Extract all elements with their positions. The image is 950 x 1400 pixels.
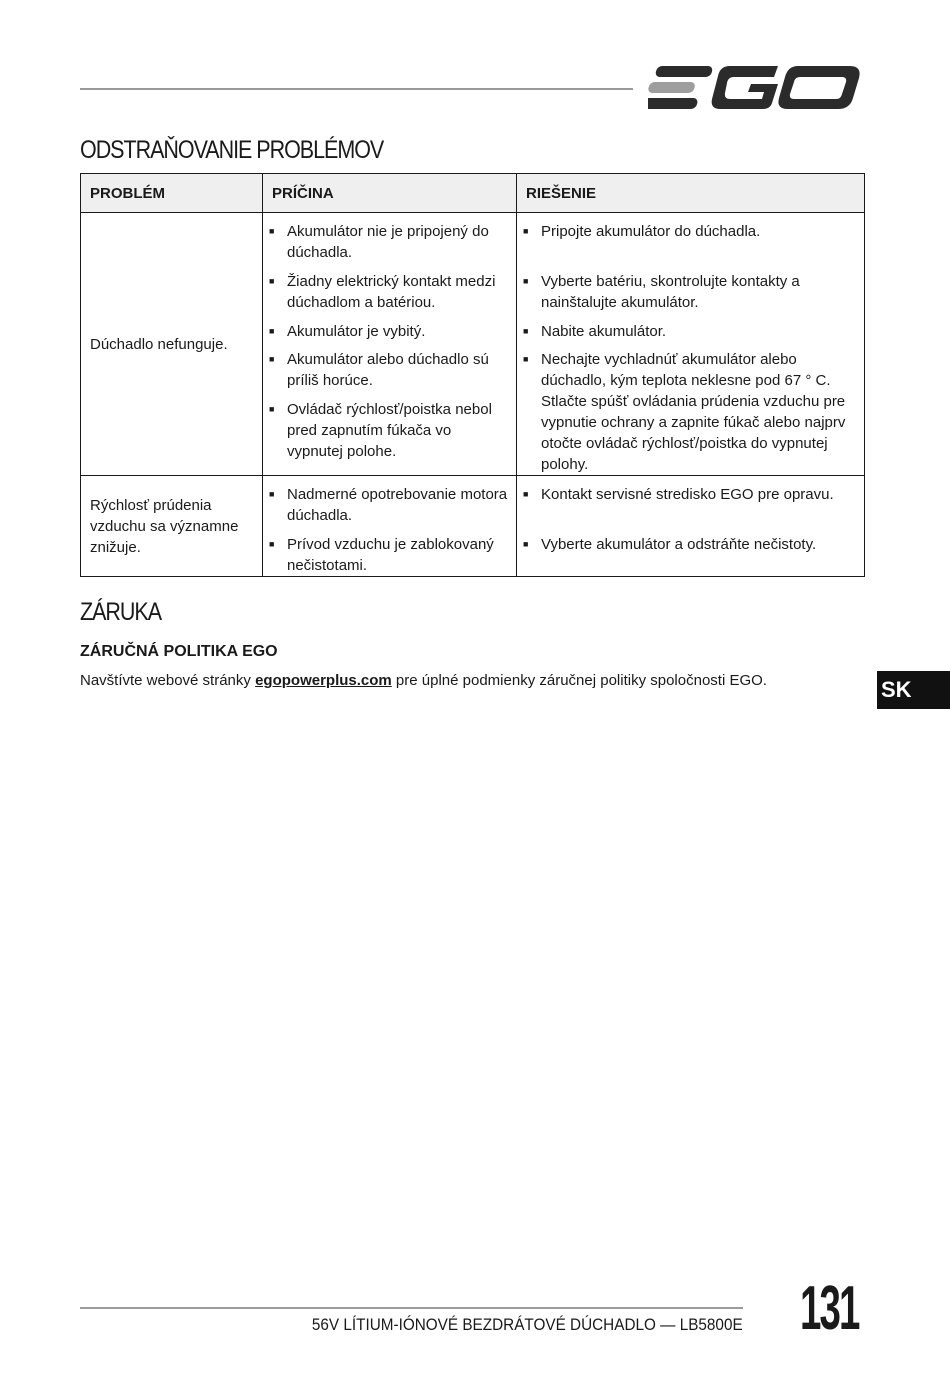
list-item: ■ Nabite akumulátor. [523, 323, 667, 340]
footer-product-title: 56V LÍTIUM-IÓNOVÉ BEZDRÁTOVÉ DÚCHADLO — LB5800E [312, 1315, 743, 1334]
solution-cell [517, 213, 865, 476]
bullet-square-icon: ■ [523, 354, 529, 364]
warranty-text-after: pre úplné podmienky záručnej politiky spoločnosti EGO. [391, 672, 767, 689]
bullet-square-icon: ■ [523, 489, 529, 499]
warranty-title: ZÁRUKA [80, 598, 162, 626]
table-row [81, 213, 865, 476]
cause-cell [263, 476, 517, 577]
bullet-square-icon: ■ [269, 404, 275, 414]
solution-cell [517, 476, 865, 577]
column-header-solution: RIEŠENIE [517, 174, 865, 213]
list-item: ■ Vyberte batériu, skontrolujte kontakty a nainštalujte akumulátor. [523, 273, 800, 311]
warranty-link[interactable]: egopowerplus.com [255, 672, 392, 689]
bullet-square-icon: ■ [269, 354, 275, 364]
header-rule [80, 88, 633, 90]
bullet-square-icon: ■ [523, 226, 529, 236]
bullet-square-icon: ■ [269, 226, 275, 236]
list-item: ■ Akumulátor je vybitý. [269, 323, 426, 340]
list-item: ■ Ovládač rýchlosť/poistka nebol pred zapnutím fúkača vo vypnutej polohe. [269, 401, 492, 460]
ego-logo [648, 62, 864, 114]
table-header-row [81, 174, 865, 213]
language-tab: SK [877, 671, 950, 709]
bullet-square-icon: ■ [523, 276, 529, 286]
list-item: ■ Akumulátor alebo dúchadlo sú príliš horúce. [269, 351, 489, 389]
warranty-text-before: Navštívte webové stránky [80, 672, 256, 689]
bullet-square-icon: ■ [269, 539, 275, 549]
list-item: ■ Pripojte akumulátor do dúchadla. [523, 223, 761, 240]
column-header-cause: PRÍČINA [263, 174, 517, 213]
table-row [81, 476, 865, 577]
column-header-problem: PROBLÉM [81, 174, 263, 213]
bullet-square-icon: ■ [269, 326, 275, 336]
list-item: ■ Nechajte vychladnúť akumulátor alebo dúchadlo, kým teplota neklesne pod 67 ° C. Stlačte spúšť ovládania prúdenia vzduchu pre vypnutie ochrany a zapnite fúkač alebo najprv otočte ovládač rýchlosť/poistka do vypnutej polohy. [523, 351, 846, 473]
troubleshooting-table [80, 173, 865, 577]
page-number: 131 [800, 1274, 859, 1343]
troubleshooting-title: ODSTRAŇOVANIE PROBLÉMOV [80, 136, 384, 164]
bullet-square-icon: ■ [269, 489, 275, 499]
problem-cell: Dúchadlo nefunguje. [81, 213, 263, 476]
bullet-square-icon: ■ [523, 539, 529, 549]
list-item: ■ Žiadny elektrický kontakt medzi dúchadlom a batériou. [269, 273, 496, 311]
footer-rule [80, 1307, 743, 1309]
list-item: ■ Kontakt servisné stredisko EGO pre opravu. [523, 486, 834, 503]
warranty-subtitle: ZÁRUČNÁ POLITIKA EGO [80, 643, 278, 660]
bullet-square-icon: ■ [523, 326, 529, 336]
problem-cell: Rýchlosť prúdenia vzduchu sa významne znižuje. [81, 476, 263, 577]
warranty-paragraph [80, 672, 767, 689]
list-item: ■ Prívod vzduchu je zablokovaný nečistotami. [269, 536, 494, 574]
bullet-square-icon: ■ [269, 276, 275, 286]
list-item: ■ Vyberte akumulátor a odstráňte nečistoty. [523, 536, 817, 553]
list-item: ■ Nadmerné opotrebovanie motora dúchadla. [269, 486, 508, 524]
cause-cell [263, 213, 517, 476]
list-item: ■ Akumulátor nie je pripojený do dúchadla. [269, 223, 489, 261]
